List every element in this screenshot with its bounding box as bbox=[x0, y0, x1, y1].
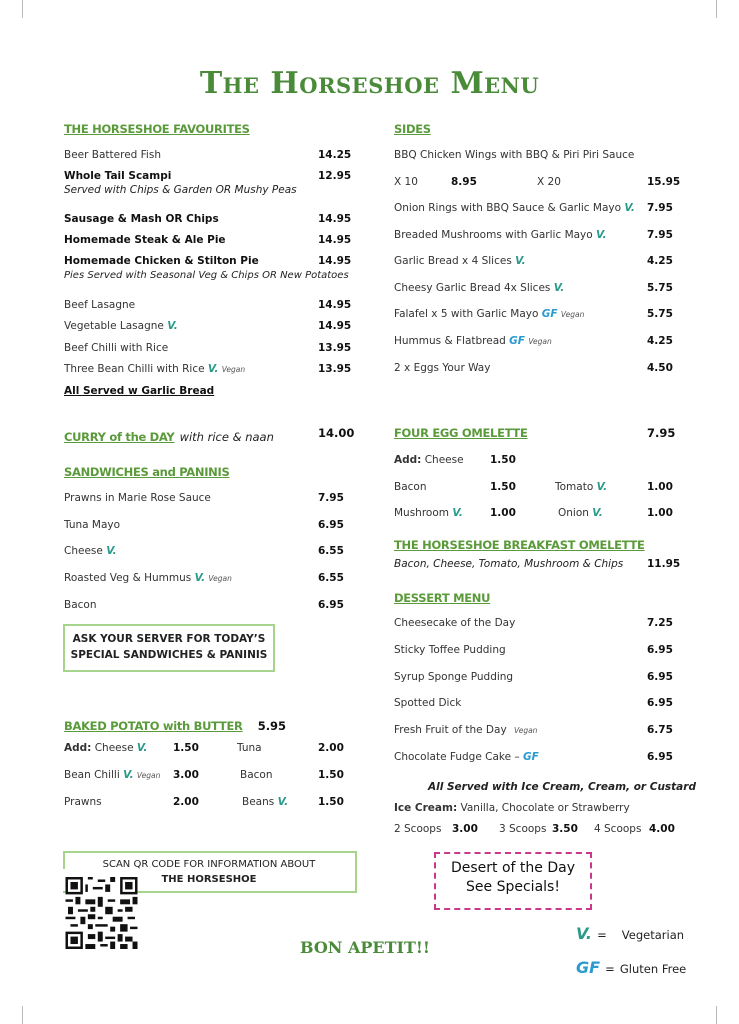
sandwich-price: 6.55 bbox=[318, 572, 344, 584]
scampi-note: Served with Chips & Garden OR Mushy Peas bbox=[64, 184, 297, 196]
sandwich-name: Cheese bbox=[64, 545, 103, 557]
sandwich-price: 6.95 bbox=[318, 519, 344, 531]
qr-code[interactable] bbox=[65, 877, 138, 949]
side-name: Garlic Bread x 4 Slices bbox=[394, 255, 512, 267]
legend-eq: = bbox=[597, 928, 607, 942]
scoops-2: 2 Scoops bbox=[394, 823, 442, 835]
sandwich-name: Roasted Veg & Hummus bbox=[64, 572, 192, 584]
legend-gf-text: Gluten Free bbox=[619, 962, 687, 976]
qr-line: THE HORSESHOE bbox=[161, 874, 257, 885]
vegetarian-mark: V. bbox=[123, 769, 134, 781]
side-price: 4.25 bbox=[647, 335, 673, 347]
side-name: Hummus & Flatbread bbox=[394, 335, 506, 347]
wings-x20-price: 15.95 bbox=[647, 176, 681, 188]
bon-apetit: BON APETIT!! bbox=[300, 938, 430, 957]
fav-item-name: Beef Chilli with Rice bbox=[64, 342, 169, 354]
legend-gluten-free bbox=[576, 958, 686, 977]
vegetarian-mark: V. bbox=[624, 202, 635, 214]
potato-heading-row bbox=[64, 715, 286, 734]
addon-price: 1.50 bbox=[490, 481, 516, 493]
side-price: 7.95 bbox=[647, 229, 673, 241]
specials-line: ASK YOUR SERVER FOR TODAY’S bbox=[72, 633, 266, 645]
addon-price: 2.00 bbox=[173, 796, 199, 808]
dessert-name: Cheesecake of the Day bbox=[394, 617, 516, 629]
potato-price: 5.95 bbox=[257, 719, 287, 733]
fav-item-price: 14.95 bbox=[318, 320, 352, 332]
addon-name: Tomato bbox=[555, 481, 594, 493]
addon-price: 1.00 bbox=[490, 507, 516, 519]
vegetarian-mark: V. bbox=[553, 282, 565, 294]
vegetarian-mark: V. bbox=[596, 481, 608, 493]
legend-v: V. bbox=[576, 924, 592, 943]
page-title: The Horseshoe Menu bbox=[199, 66, 540, 101]
dessert-price: 6.95 bbox=[647, 751, 673, 763]
dessert-row bbox=[394, 724, 537, 736]
addon-price: 1.00 bbox=[647, 481, 673, 493]
fav-item-name: Vegetable Lasagne bbox=[64, 320, 164, 332]
side-row bbox=[394, 282, 564, 294]
vegetarian-mark: V. bbox=[452, 507, 463, 519]
omelette-addon bbox=[555, 481, 607, 493]
sandwich-row bbox=[64, 545, 117, 557]
fav-item-name: Homemade Steak & Ale Pie bbox=[64, 234, 226, 246]
wings-x10-price: 8.95 bbox=[451, 176, 477, 188]
garlic-bread-note: All Served w Garlic Bread bbox=[64, 385, 215, 397]
dessert-name: Spotted Dick bbox=[394, 697, 462, 709]
side-row bbox=[394, 229, 607, 241]
wings-name: BBQ Chicken Wings with BBQ & Piri Piri Sauce bbox=[394, 149, 635, 161]
addon-price: 2.00 bbox=[318, 742, 344, 754]
crop-mark bbox=[22, 1006, 23, 1024]
legend-eq: = bbox=[605, 962, 615, 976]
vegetarian-mark: V. bbox=[167, 320, 178, 332]
fav-item-price: 12.95 bbox=[318, 170, 352, 182]
vegetarian-mark: V. bbox=[207, 363, 219, 375]
fav-item-price: 14.95 bbox=[318, 234, 352, 246]
omelette-heading: FOUR EGG OMELETTE bbox=[394, 426, 528, 440]
fav-item-name: Beef Lasagne bbox=[64, 299, 136, 311]
side-price: 4.25 bbox=[647, 255, 673, 267]
dessert-name: Syrup Sponge Pudding bbox=[394, 671, 514, 683]
dessert-name: Sticky Toffee Pudding bbox=[394, 644, 506, 656]
qr-line: SCAN QR CODE FOR INFORMATION ABOUT bbox=[102, 859, 316, 870]
addon-price: 1.50 bbox=[490, 454, 516, 466]
addon-name: Tuna bbox=[237, 742, 262, 754]
dessert-price: 6.95 bbox=[647, 671, 673, 683]
dessert-name: Chocolate Fudge Cake – bbox=[394, 751, 520, 763]
pie-note: Pies Served with Seasonal Veg & Chips OR New Potatoes bbox=[64, 270, 349, 281]
fav-item-price: 14.95 bbox=[318, 299, 352, 311]
potato-addon bbox=[64, 769, 160, 781]
sandwich-name: Bacon bbox=[64, 599, 97, 611]
specials-line: SPECIAL SANDWICHES & PANINIS bbox=[70, 649, 268, 661]
vegan-mark: Vegan bbox=[528, 337, 552, 346]
addon-name: Bean Chilli bbox=[64, 769, 120, 781]
addon-name: Cheese bbox=[94, 742, 134, 754]
curry-heading: CURRY of the DAY bbox=[64, 430, 175, 444]
addon-price: 3.00 bbox=[173, 769, 199, 781]
icecream-label: Ice Cream: bbox=[394, 802, 458, 814]
side-name: Breaded Mushrooms with Garlic Mayo bbox=[394, 229, 593, 241]
scoops-2-price: 3.00 bbox=[452, 823, 478, 835]
sides-heading: SIDES bbox=[394, 122, 431, 136]
side-row bbox=[394, 255, 526, 267]
side-price: 5.75 bbox=[647, 282, 673, 294]
side-row bbox=[394, 335, 552, 347]
omelette-addon bbox=[558, 507, 603, 519]
sandwiches-heading: SANDWICHES and PANINIS bbox=[64, 465, 230, 479]
side-price: 5.75 bbox=[647, 308, 673, 320]
fav-item-price: 13.95 bbox=[318, 342, 352, 354]
icecream-row bbox=[394, 802, 630, 814]
crop-mark bbox=[716, 1006, 717, 1024]
fav-item-price: 13.95 bbox=[318, 363, 352, 375]
addon-name: Mushroom bbox=[394, 507, 450, 519]
potato-heading: BAKED POTATO with BUTTER bbox=[64, 719, 243, 733]
wings-x10: X 10 bbox=[394, 176, 418, 188]
side-name: Falafel x 5 with Garlic Mayo bbox=[394, 308, 539, 320]
vegetarian-mark: V. bbox=[106, 545, 117, 557]
side-row bbox=[394, 202, 635, 214]
scoops-3-price: 3.50 bbox=[552, 823, 578, 835]
dessert-special-line: Desert of the Day bbox=[450, 860, 575, 876]
legend-gf: GF bbox=[576, 958, 601, 977]
wings-x20: X 20 bbox=[537, 176, 561, 188]
addon-name: Prawns bbox=[64, 796, 102, 808]
favourites-heading: THE HORSESHOE FAVOURITES bbox=[64, 122, 250, 136]
fav-item-name: Sausage & Mash OR Chips bbox=[64, 213, 219, 225]
scoops-3: 3 Scoops bbox=[499, 823, 547, 835]
vegetarian-mark: V. bbox=[596, 229, 607, 241]
scoops-4-price: 4.00 bbox=[649, 823, 675, 835]
sandwich-price: 6.95 bbox=[318, 599, 344, 611]
addon-name: Bacon bbox=[240, 769, 273, 781]
gluten-free-mark: GF bbox=[509, 335, 525, 347]
addon-name: Beans bbox=[242, 796, 275, 808]
vegan-mark: Vegan bbox=[514, 726, 538, 735]
sandwich-name: Prawns in Marie Rose Sauce bbox=[64, 492, 211, 504]
dessert-name: Fresh Fruit of the Day bbox=[394, 724, 507, 736]
fav-item-price: 14.95 bbox=[318, 213, 352, 225]
potato-addon bbox=[242, 796, 288, 808]
addon-name: Bacon bbox=[394, 481, 427, 493]
side-name: Onion Rings with BBQ Sauce & Garlic Mayo bbox=[394, 202, 622, 214]
vegan-mark: Vegan bbox=[136, 771, 161, 780]
specials-box bbox=[63, 624, 275, 672]
fav-item-price: 14.95 bbox=[318, 255, 352, 267]
addon-price: 1.50 bbox=[173, 742, 199, 754]
omelette-addon bbox=[394, 454, 464, 466]
sandwich-price: 7.95 bbox=[318, 492, 344, 504]
dessert-price: 7.25 bbox=[647, 617, 673, 629]
fav-item-name: Three Bean Chilli with Rice bbox=[64, 363, 205, 375]
omelette-addon bbox=[394, 507, 463, 519]
addon-name: Cheese bbox=[424, 454, 464, 466]
fav-item-price: 14.25 bbox=[318, 149, 352, 161]
vegan-mark: Vegan bbox=[221, 365, 246, 374]
side-name: 2 x Eggs Your Way bbox=[394, 362, 491, 374]
curry-note: with rice & naan bbox=[179, 430, 274, 444]
side-row bbox=[394, 308, 584, 320]
gluten-free-mark: GF bbox=[523, 751, 539, 763]
scoops-4: 4 Scoops bbox=[594, 823, 642, 835]
vegetarian-mark: V. bbox=[515, 255, 526, 267]
fav-item-name: Homemade Chicken & Stilton Pie bbox=[64, 255, 259, 267]
vegan-mark: Vegan bbox=[560, 310, 585, 319]
dessert-price: 6.95 bbox=[647, 644, 673, 656]
gluten-free-mark: GF bbox=[541, 308, 558, 320]
side-price: 4.50 bbox=[647, 362, 673, 374]
legend-vegetarian bbox=[576, 924, 684, 943]
dessert-price: 6.95 bbox=[647, 697, 673, 709]
curry-heading-row bbox=[64, 426, 274, 445]
dessert-price: 6.75 bbox=[647, 724, 673, 736]
crop-mark bbox=[716, 0, 717, 18]
crop-mark bbox=[22, 0, 23, 18]
dessert-row bbox=[394, 751, 539, 763]
addon-price: 1.50 bbox=[318, 769, 344, 781]
dessert-of-day-box bbox=[434, 852, 592, 910]
omelette-price: 7.95 bbox=[647, 426, 676, 440]
side-price: 7.95 bbox=[647, 202, 673, 214]
side-name: Cheesy Garlic Bread 4x Slices bbox=[394, 282, 551, 294]
icecream-flavours: Vanilla, Chocolate or Strawberry bbox=[460, 802, 630, 814]
dessert-special-line: See Specials! bbox=[466, 879, 560, 895]
sandwich-price: 6.55 bbox=[318, 545, 344, 557]
addon-name: Onion bbox=[558, 507, 589, 519]
breakfast-heading: THE HORSESHOE BREAKFAST OMELETTE bbox=[394, 538, 645, 552]
fav-item-name: Whole Tail Scampi bbox=[64, 170, 172, 182]
qr-box-edge bbox=[63, 851, 65, 869]
vegetarian-mark: V. bbox=[277, 796, 289, 808]
fav-item-name: Beer Battered Fish bbox=[64, 149, 161, 161]
fav-item-row bbox=[64, 363, 245, 375]
dessert-served-note: All Served with Ice Cream, Cream, or Custard bbox=[428, 781, 696, 793]
vegetarian-mark: V. bbox=[592, 507, 603, 519]
sandwich-row bbox=[64, 572, 232, 584]
vegetarian-mark: V. bbox=[136, 742, 148, 754]
breakfast-desc: Bacon, Cheese, Tomato, Mushroom & Chips bbox=[394, 558, 624, 570]
add-label: Add: bbox=[394, 454, 422, 466]
curry-price: 14.00 bbox=[318, 426, 355, 440]
addon-price: 1.00 bbox=[647, 507, 673, 519]
sandwich-name: Tuna Mayo bbox=[64, 519, 121, 531]
dessert-heading: DESSERT MENU bbox=[394, 591, 491, 605]
breakfast-price: 11.95 bbox=[647, 558, 681, 570]
legend-v-text: Vegetarian bbox=[621, 928, 685, 942]
vegetarian-mark: V. bbox=[194, 572, 206, 584]
potato-addon bbox=[64, 742, 147, 754]
add-label: Add: bbox=[64, 742, 92, 754]
vegan-mark: Vegan bbox=[208, 574, 232, 583]
addon-price: 1.50 bbox=[318, 796, 344, 808]
fav-item-row bbox=[64, 320, 178, 332]
